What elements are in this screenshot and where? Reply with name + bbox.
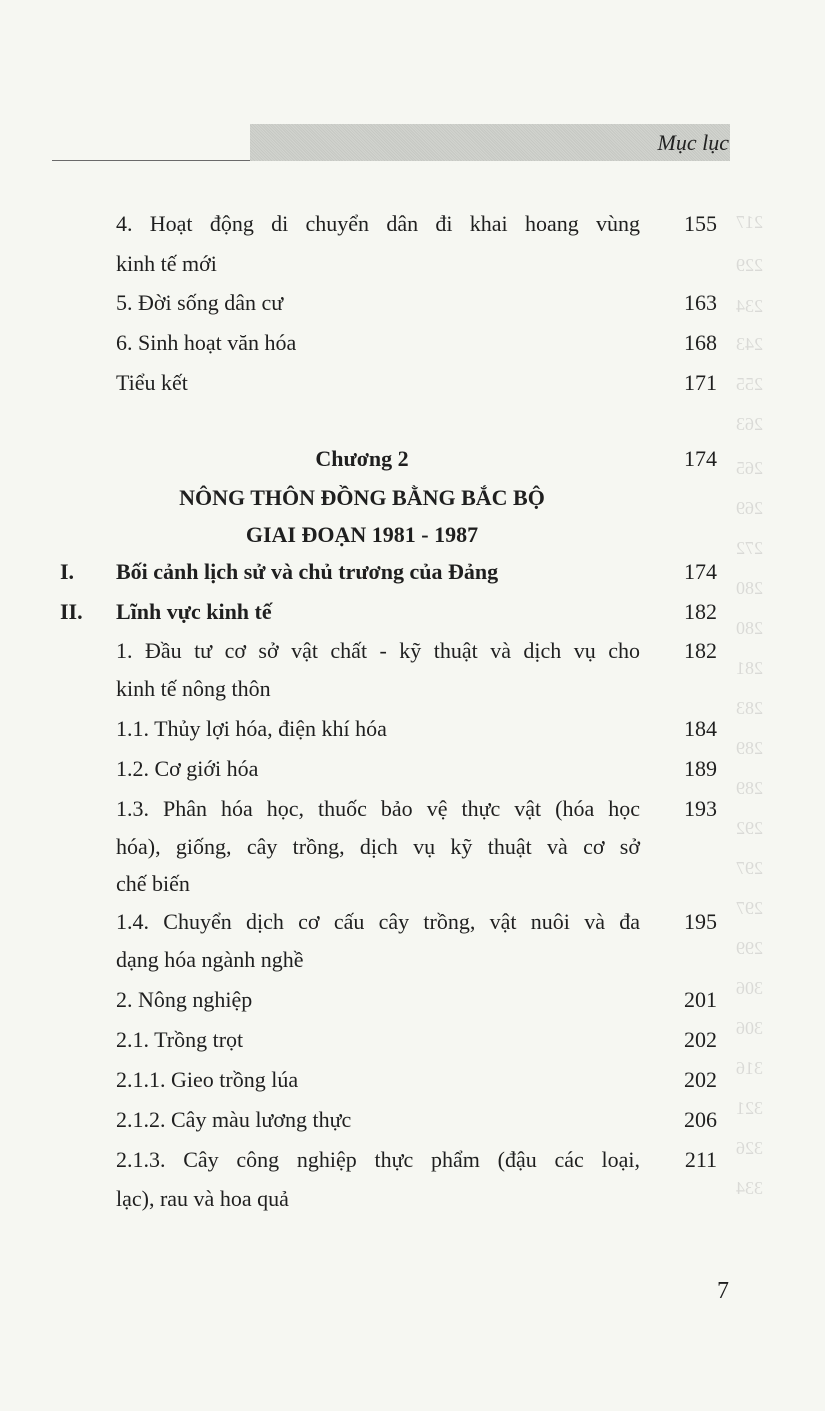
page-ref: 195 <box>684 909 717 934</box>
chapter-title: GIAI ĐOẠN 1981 - 1987 <box>245 522 479 547</box>
page-ref: 171 <box>684 370 717 395</box>
page-ref: 202 <box>684 1027 717 1052</box>
section-numeral: I. <box>60 559 75 584</box>
header-rule <box>52 160 250 161</box>
toc-entry: 1. Đầu tư cơ sở vật chất - kỹ thuật và dịch vụ cho 182 <box>0 632 825 670</box>
chapter-title: NÔNG THÔN ĐỒNG BẰNG BẮC BỘ <box>179 485 545 510</box>
running-header: Mục lục <box>657 130 729 155</box>
toc-entry: 1.1. Thủy lợi hóa, điện khí hóa 184 <box>0 710 825 748</box>
page-ref: 182 <box>684 638 717 663</box>
toc-entry: 1.2. Cơ giới hóa 189 <box>0 750 825 788</box>
page-ref: 193 <box>684 796 717 821</box>
chapter-label: Chương 2 <box>315 446 409 471</box>
section-entry: I. Bối cảnh lịch sử và chủ trương của Đảng 174 <box>0 553 825 591</box>
toc-entry-continued: dạng hóa ngành nghề <box>116 947 304 972</box>
toc-entry: 2. Nông nghiệp 201 <box>0 981 825 1019</box>
toc-entry: 5. Đời sống dân cư 163 <box>0 284 825 322</box>
page-ref: 206 <box>684 1107 717 1132</box>
section-entry: II. Lĩnh vực kinh tế 182 <box>0 593 825 631</box>
page-ref: 174 <box>684 446 717 471</box>
section-numeral: II. <box>60 599 83 624</box>
toc-entry: 4. Hoạt động di chuyển dân đi khai hoang vùng 155 <box>0 205 825 243</box>
toc-entry: 2.1. Trồng trọt 202 <box>0 1021 825 1059</box>
toc-entry-continued: chế biến <box>116 871 190 896</box>
page-ref: 189 <box>684 756 717 781</box>
toc-entry-continued: kinh tế nông thôn <box>116 676 271 701</box>
chapter-heading <box>0 440 825 478</box>
toc-entry-continued: kinh tế mới <box>116 251 217 276</box>
page-ref: 211 <box>684 1147 717 1172</box>
page-ref: 174 <box>684 559 717 584</box>
page-ref: 168 <box>684 330 717 355</box>
book-page: 217 229 234 243 255 263 265 269 272 280 280 281 283 289 289 292 297 297 299 306 306 316 321 326 334 Mục lục 4. Hoạt động di chuyển dân đi khai hoang vùng 155 kinh tế mới 5. Đời sống dân cư 163 6. Sinh hoạt văn hóa 168 Tiểu kết 171 Chương 2 174 NÔNG THÔN ĐỒNG BẰNG BẮC BỘ GIAI ĐOẠN 1981 - 1987 I. Bối cảnh lịch sử và chủ trương của Đảng 174 II. Lĩnh vực kinh tế 182 1. Đầu tư cơ sở vật chất - kỹ thuật và dịch vụ cho 182 kinh tế nông thôn 1.1. Thủy lợi hóa, điện khí hóa 184 1.2. Cơ giới hóa 189 1.3. Phân hóa học, thuốc bảo vệ thực vật (hóa học 193 hóa), giống, cây trồng, dịch vụ kỹ thuật và cơ sở chế biến 1.4. Chuyển dịch cơ cấu cây trồng, vật nuôi và đa 195 dạng hóa ngành nghề 2. Nông nghiệp 201 2.1. Trồng trọt 202 2.1.1. Gieo trồng lúa 202 2.1.2. Cây màu lương thực 206 2.1.3. Cây công nghiệp thực phẩm (đậu các loại, 211 lạc), rau và hoa quả 7 <box>0 0 825 1411</box>
toc-entry-continued: hóa), giống, cây trồng, dịch vụ kỹ thuật và cơ sở <box>116 834 640 859</box>
page-ref: 155 <box>684 211 717 236</box>
page-ref: 163 <box>684 290 717 315</box>
page-ref: 202 <box>684 1067 717 1092</box>
page-number: 7 <box>717 1278 729 1304</box>
page-ref: 184 <box>684 716 717 741</box>
toc-entry: 2.1.2. Cây màu lương thực 206 <box>0 1101 825 1139</box>
toc-entry: 1.4. Chuyển dịch cơ cấu cây trồng, vật nuôi và đa 195 <box>0 903 825 941</box>
toc-entry: 2.1.1. Gieo trồng lúa 202 <box>0 1061 825 1099</box>
toc-entry: 1.3. Phân hóa học, thuốc bảo vệ thực vật (hóa học 193 <box>0 790 825 828</box>
toc-entry-continued: lạc), rau và hoa quả <box>116 1186 289 1211</box>
toc-entry: Tiểu kết 171 <box>0 364 825 402</box>
page-ref: 182 <box>684 599 717 624</box>
page-ref: 201 <box>684 987 717 1012</box>
toc-entry: 6. Sinh hoạt văn hóa 168 <box>0 324 825 362</box>
toc-entry: 2.1.3. Cây công nghiệp thực phẩm (đậu các loại, 211 <box>0 1141 825 1179</box>
